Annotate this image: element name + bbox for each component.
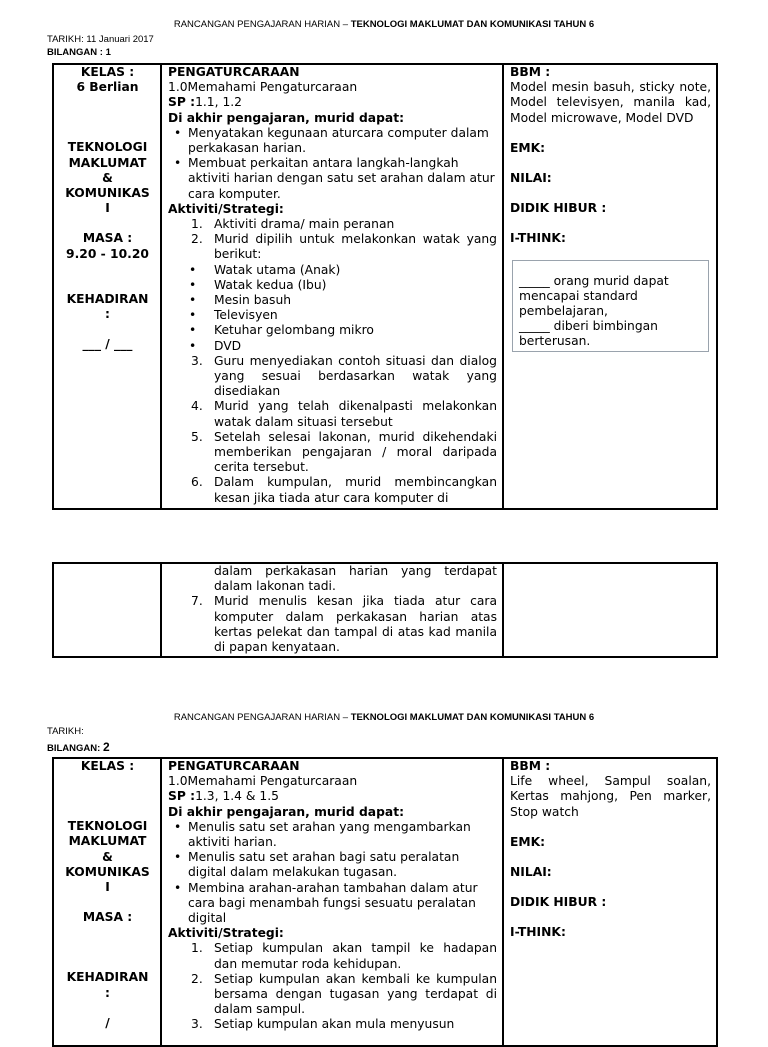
materials-label: BBM : (510, 65, 551, 79)
values-label: NILAI: (510, 865, 552, 880)
activity-steps (168, 594, 497, 655)
ithink-label: I-THINK: (510, 231, 566, 246)
activity-steps (168, 354, 497, 506)
subject-line: MAKLUMAT (68, 155, 147, 170)
activity-step: 7. Murid menulis kesan jika tiada atur cara komputer dalam perkakasan harian atas kertas pelekat dan tampal di atas kad manila di papan kenyataan. (191, 594, 497, 655)
class-value: 6 Berlian (76, 80, 139, 95)
learning-standard: SP :1.3, 1.4 & 1.5 (168, 789, 279, 804)
attendance-colon: : (105, 307, 110, 322)
plan1-number: BILANGAN : 1 (47, 47, 111, 58)
objective-list (168, 820, 497, 926)
reflection-line: _____ orang murid dapat mencapai standard pembelajaran, (519, 273, 669, 319)
content-standard: 1.0Memahami Pengaturcaraan (168, 774, 358, 789)
time-label: MASA : (82, 231, 133, 246)
objective-item: • Membina arahan-arahan tambahan dalam atur cara bagi menambah fungsi sesuatu peralatan digital (188, 881, 497, 927)
objective-item: • Menulis satu set arahan yang mengambarkan aktiviti harian. (188, 820, 497, 850)
attendance-label: KEHADIRAN (66, 291, 149, 306)
plan2-left-column (53, 758, 161, 1046)
activity-step: 1. Aktiviti drama/ main peranan (191, 217, 395, 232)
time-value: 9.20 - 10.20 (66, 246, 149, 261)
plan2-table (52, 757, 718, 1047)
activity-step: 2. Murid dipilih untuk melakonkan watak yang berikut: (191, 232, 497, 262)
plan1-title: RANCANGAN PENGAJARAN HARIAN – TEKNOLOGI MAKLUMAT DAN KOMUNIKASI TAHUN 6 (173, 19, 595, 30)
role-item: • Televisyen (214, 308, 497, 323)
activity-step: 6. Dalam kumpulan, murid membincangkan kesan jika tiada atur cara komputer di (191, 475, 497, 505)
activity-label: Aktiviti/Strategi: (168, 201, 284, 216)
continuation-right-column (503, 563, 717, 657)
learning-standard: SP :1.1, 1.2 (168, 95, 243, 110)
role-item: • Watak kedua (Ibu) (214, 278, 497, 293)
materials-value: Model mesin basuh, sticky note, Model televisyen, manila kad, Model microwave, Model DVD (510, 80, 711, 125)
objective-list (168, 126, 497, 202)
lesson-heading: PENGATURCARAAN (168, 759, 300, 773)
plan1-right-column (503, 64, 717, 509)
continuation-table (52, 562, 718, 658)
subject-line: KOMUNIKAS (65, 864, 150, 879)
activity-step: 4. Murid yang telah dikenalpasti melakonkan watak dalam situasi tersebut (191, 399, 497, 429)
attendance-colon: : (105, 985, 110, 1000)
lesson-heading: PENGATURCARAAN (168, 65, 300, 79)
activity-step: 3. Setiap kumpulan akan mula menyusun (191, 1017, 455, 1032)
plan2-right-column (503, 758, 717, 1046)
materials-label: BBM : (510, 759, 551, 773)
emk-label: EMK: (510, 834, 546, 849)
ithink-label: I-THINK: (510, 925, 566, 940)
objective-intro: Di akhir pengajaran, murid dapat: (168, 110, 405, 125)
reflection-note (512, 260, 709, 352)
activity-step: 3. Guru menyediakan contoh situasi dan dialog yang sesuai berdasarkan watak yang disediakan (191, 353, 497, 399)
role-item: • Watak utama (Anak) (214, 263, 497, 278)
activity-step: 5. Setelah selesai lakonan, murid dikehendaki memberikan pengajaran / moral daripada cerita tersebut. (191, 429, 497, 475)
activity-label: Aktiviti/Strategi: (168, 926, 284, 941)
objective-item: • Menulis satu set arahan bagi satu peralatan digital dalam melakukan tugasan. (188, 850, 497, 880)
activity-step: 1. Setiap kumpulan akan tampil ke hadapan dan memutar roda kehidupan. (191, 941, 497, 971)
didik-hibur-label: DIDIK HIBUR : (510, 895, 607, 910)
subject-line: MAKLUMAT (68, 834, 147, 849)
plan1-left-column (53, 64, 161, 509)
subject-line: & (102, 849, 113, 864)
emk-label: EMK: (510, 140, 546, 155)
plan2-number: BILANGAN: 2 (47, 740, 110, 754)
reflection-line: _____ diberi bimbingan berterusan. (519, 319, 658, 349)
materials-value: Life wheel, Sampul soalan, Kertas mahjong, Pen marker, Stop watch (510, 774, 711, 819)
activity-steps (168, 217, 497, 263)
plan1-date: TARIKH: 11 Januari 2017 (47, 34, 154, 45)
attendance-label: KEHADIRAN (66, 970, 149, 985)
continuation-middle-column (161, 563, 503, 657)
subject-line: TEKNOLOGI (67, 819, 148, 834)
role-list (168, 263, 497, 354)
subject-line: TEKNOLOGI (67, 140, 148, 155)
subject-line: I (105, 201, 110, 216)
role-item: • Ketuhar gelombang mikro (214, 323, 497, 338)
role-item: • DVD (214, 339, 497, 354)
plan2-date: TARIKH: (47, 726, 84, 737)
objective-item: • Menyatakan kegunaan aturcara computer dalam perkakasan harian. (188, 126, 497, 156)
attendance-blank: / (105, 1015, 110, 1030)
class-label: KELAS : (80, 759, 135, 773)
role-item: • Mesin basuh (214, 293, 497, 308)
didik-hibur-label: DIDIK HIBUR : (510, 201, 607, 216)
content-standard: 1.0Memahami Pengaturcaraan (168, 80, 358, 95)
subject-line: I (105, 880, 110, 895)
subject-line: & (102, 170, 113, 185)
objective-item: • Membuat perkaitan antara langkah-langkah aktiviti harian dengan satu set arahan dalam atur cara komputer. (188, 156, 497, 202)
continuation-left-column (53, 563, 161, 657)
plan2-middle-column (161, 758, 503, 1046)
values-label: NILAI: (510, 171, 552, 186)
continued-step-text: dalam perkakasan harian yang terdapat dalam lakonan tadi. (214, 564, 497, 594)
activity-steps (168, 941, 497, 1032)
plan2-title: RANCANGAN PENGAJARAN HARIAN – TEKNOLOGI MAKLUMAT DAN KOMUNIKASI TAHUN 6 (173, 712, 595, 723)
attendance-blank: ___ / ___ (82, 337, 133, 352)
plan1-table (52, 63, 718, 510)
activity-step: 2. Setiap kumpulan akan kembali ke kumpulan bersama dengan tugasan yang terdapat di dalam sampul. (191, 971, 497, 1017)
objective-intro: Di akhir pengajaran, murid dapat: (168, 804, 405, 819)
time-label: MASA : (82, 910, 133, 925)
plan1-middle-column (161, 64, 503, 509)
class-label: KELAS : (80, 65, 135, 79)
subject-line: KOMUNIKAS (65, 186, 150, 201)
